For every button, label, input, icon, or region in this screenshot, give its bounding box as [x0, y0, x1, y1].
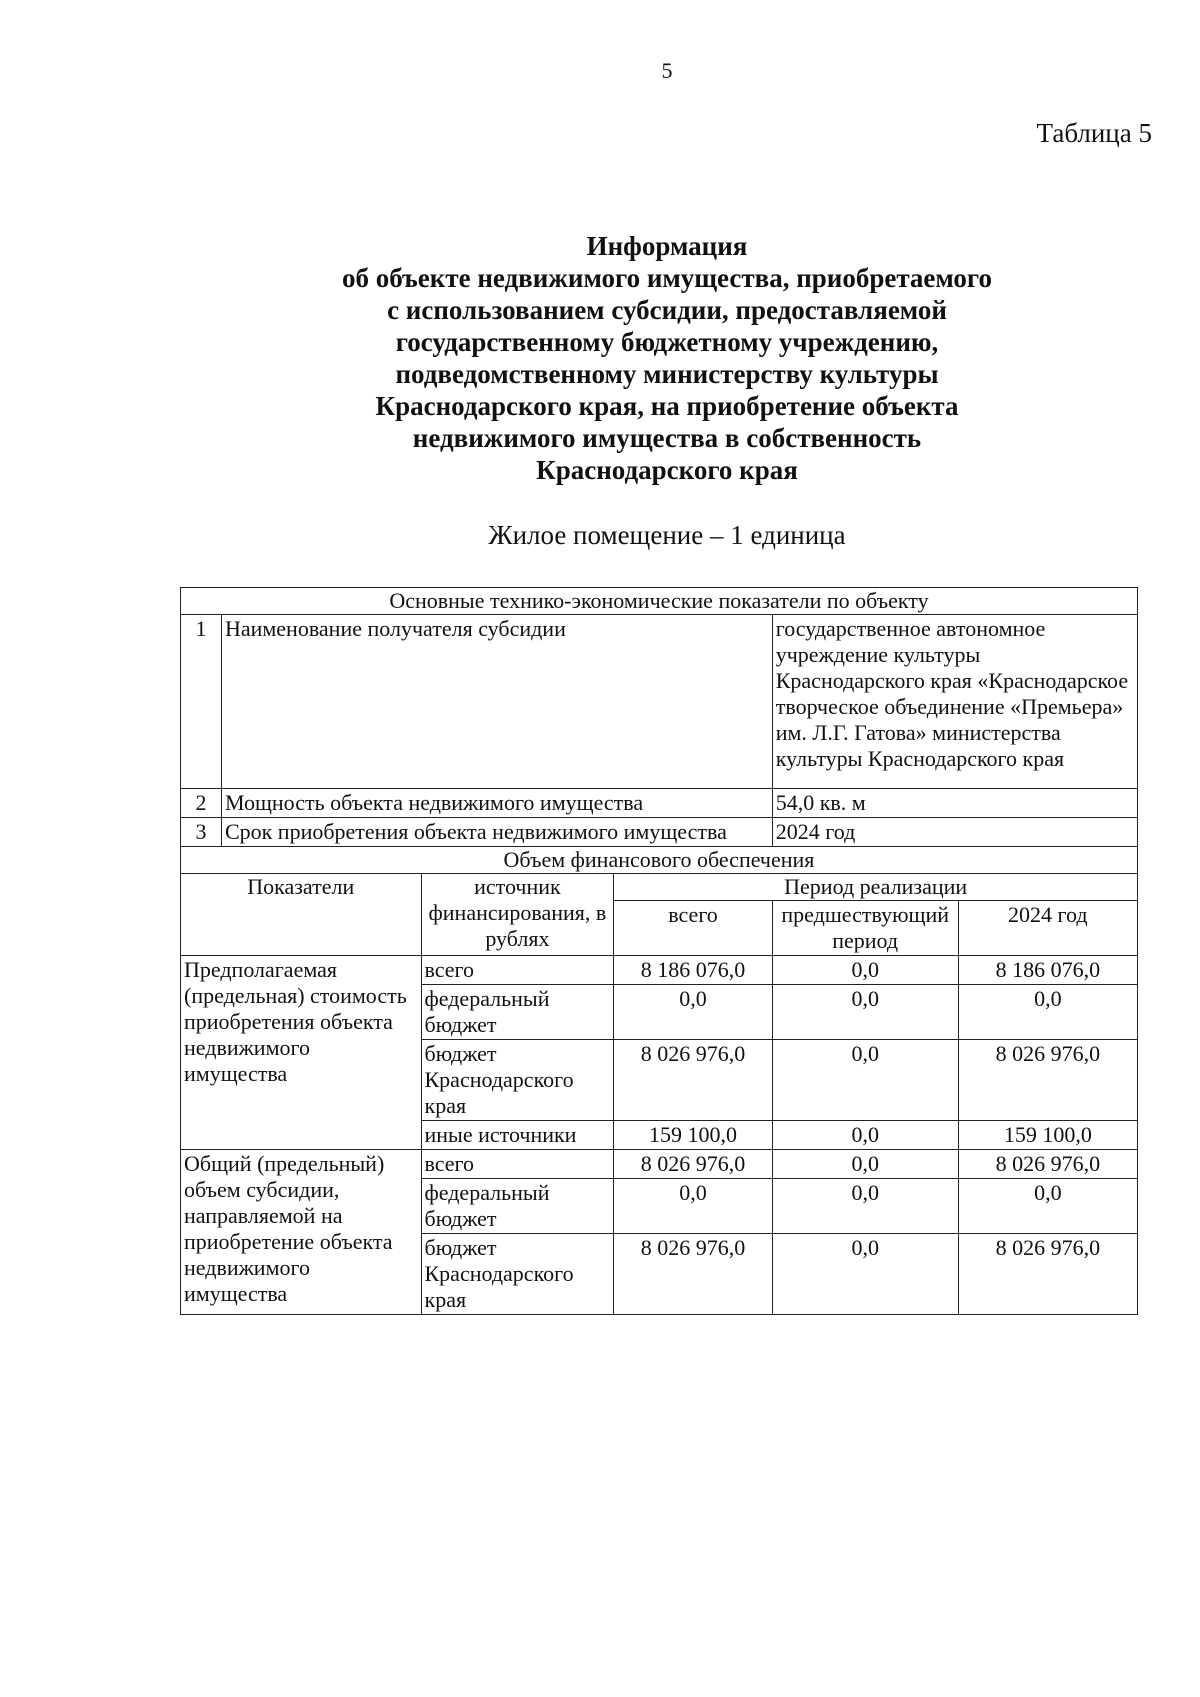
year-cell: 8 026 976,0 [958, 1150, 1137, 1179]
title-line: с использованием субсидии, предоставляемой [387, 295, 947, 325]
previous-cell: 0,0 [772, 1121, 958, 1150]
source-cell: федеральный бюджет [421, 985, 614, 1040]
row-label: Наименование получателя субсидии [221, 615, 772, 789]
source-cell: бюджет Краснодарского края [421, 1040, 614, 1121]
page-number: 5 [661, 58, 673, 83]
total-cell: 0,0 [614, 985, 772, 1040]
group-label: Предполагаемая (предельная) стоимость приобретения объекта недвижимого имущества [181, 956, 422, 1150]
title-line: государственному бюджетному учреждению, [395, 327, 939, 357]
row-value: 2024 год [772, 818, 1137, 847]
title-line: подведомственному министерству культуры [395, 359, 939, 389]
row-number: 3 [181, 818, 222, 847]
total-cell: 8 186 076,0 [614, 956, 772, 985]
row-number: 2 [181, 789, 222, 818]
col-header-source: источник финансирования, в рублях [421, 874, 614, 956]
row-value: 54,0 кв. м [772, 789, 1137, 818]
row-label: Мощность объекта недвижимого имущества [221, 789, 772, 818]
total-cell: 159 100,0 [614, 1121, 772, 1150]
total-cell: 0,0 [614, 1179, 772, 1234]
previous-cell: 0,0 [772, 1179, 958, 1234]
previous-cell: 0,0 [772, 1040, 958, 1121]
table-label: Таблица 5 [1036, 118, 1152, 148]
row-number: 1 [181, 615, 222, 789]
year-cell: 0,0 [958, 985, 1137, 1040]
total-cell: 8 026 976,0 [614, 1040, 772, 1121]
title-line: недвижимого имущества в собственность [412, 423, 922, 453]
source-cell: всего [421, 956, 614, 985]
total-cell: 8 026 976,0 [614, 1150, 772, 1179]
col-header-total: всего [614, 901, 772, 956]
row-value: государственное автономное учреждение культуры Краснодарского края «Краснодарское творческое объединение «Премьера» им. Л.Г. Гатова» министерства культуры Краснодарского края [772, 615, 1137, 789]
previous-cell: 0,0 [772, 1234, 958, 1315]
previous-cell: 0,0 [772, 956, 958, 985]
title-line: об объекте недвижимого имущества, приобретаемого [341, 263, 993, 293]
subtitle: Жилое помещение – 1 единица [488, 520, 846, 550]
section-header-finance: Объем финансового обеспечения [181, 847, 1138, 874]
previous-cell: 0,0 [772, 1150, 958, 1179]
year-cell: 0,0 [958, 1179, 1137, 1234]
group-label: Общий (предельный) объем субсидии, направляемой на приобретение объекта недвижимого имущества [181, 1150, 422, 1315]
year-cell: 8 186 076,0 [958, 956, 1137, 985]
total-cell: 8 026 976,0 [614, 1234, 772, 1315]
previous-cell: 0,0 [772, 985, 958, 1040]
title-line: Краснодарского края, на приобретение объекта [375, 391, 959, 421]
source-cell: иные источники [421, 1121, 614, 1150]
row-label: Срок приобретения объекта недвижимого имущества [221, 818, 772, 847]
col-header-year: 2024 год [958, 901, 1137, 956]
title-line: Информация [586, 231, 748, 261]
source-cell: всего [421, 1150, 614, 1179]
year-cell: 8 026 976,0 [958, 1234, 1137, 1315]
col-header-period: Период реализации [614, 874, 1138, 901]
source-cell: федеральный бюджет [421, 1179, 614, 1234]
document-title [0, 230, 1200, 486]
year-cell: 8 026 976,0 [958, 1040, 1137, 1121]
source-cell: бюджет Краснодарского края [421, 1234, 614, 1315]
section-header-tech: Основные технико-экономические показатели по объекту [181, 588, 1138, 615]
col-header-previous: предшествующий период [772, 901, 958, 956]
title-line: Краснодарского края [536, 455, 798, 485]
col-header-indicators: Показатели [181, 874, 422, 956]
info-table [180, 587, 1138, 1315]
year-cell: 159 100,0 [958, 1121, 1137, 1150]
